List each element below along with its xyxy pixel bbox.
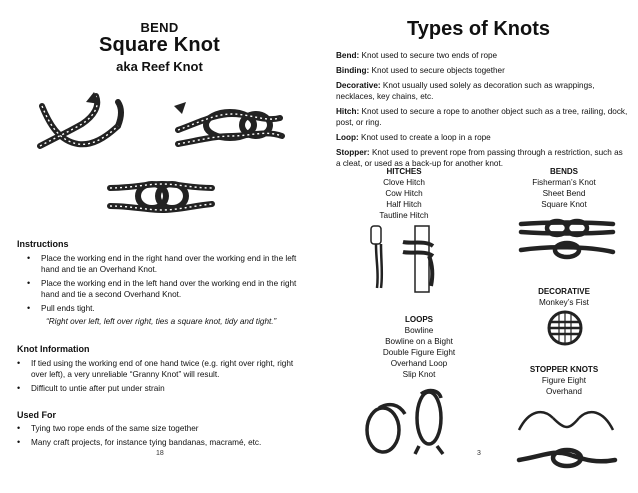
definition-hitch: Hitch: Knot used to secure a rope to another object such as a tree, railing, dock, post, or ring. [336, 107, 628, 127]
definition-decorative: Decorative: Knot usually used solely as decoration such as wrappings, necklaces, key chains, etc. [336, 81, 595, 101]
stopper-knot-item: Overhand [546, 387, 582, 396]
instruction-step: • Place the working end in the left hand over the working end in the right hand and tie a second Overhand Knot. [17, 278, 307, 300]
hitches-group [349, 166, 459, 221]
types-title: Types of Knots [407, 18, 550, 40]
hitch-item: Half Hitch [386, 200, 422, 209]
bend-illustration [517, 212, 617, 262]
square-knot-step2-illustration [170, 92, 290, 154]
used-for-list [17, 423, 307, 451]
bend-item: Square Knot [541, 200, 587, 209]
decorative-heading: DECORATIVE [538, 287, 590, 296]
bend-item: Fisherman’s Knot [532, 178, 596, 187]
bends-group [499, 166, 629, 210]
stopper-knot-item: Figure Eight [541, 376, 587, 385]
hitch-item: Cow Hitch [385, 189, 423, 198]
page-subtitle: aka Reef Knot [116, 59, 203, 74]
stopper-illustration [513, 400, 621, 474]
used-for-item: • Many craft projects, for instance tying bandanas, macramé, etc. [17, 437, 307, 448]
square-knot-step1-illustration [30, 86, 130, 161]
hitch-illustration [367, 222, 443, 294]
instructions-heading: Instructions [17, 239, 69, 249]
definition-stopper: Stopper: Knot used to prevent rope from passing through a restriction, such as a cleat, or used as a back-up for another knot. [336, 148, 623, 168]
knot-information-item: • Difficult to untie after put under strain [17, 383, 297, 394]
hitch-item: Tautline Hitch [379, 211, 429, 220]
loop-item: Bowline on a Bight [385, 337, 453, 346]
knot-information-heading: Knot Information [17, 344, 90, 354]
monkeys-fist-illustration [545, 308, 585, 348]
definitions [336, 50, 628, 173]
knot-category: BEND [140, 20, 179, 35]
bend-item: Sheet Bend [542, 189, 586, 198]
decorative-item: Monkey’s Fist [539, 298, 589, 307]
stopper-knots-group [499, 364, 629, 397]
hitch-item: Clove Hitch [383, 178, 425, 187]
loop-item: Slip Knot [402, 370, 436, 379]
definition-binding: Binding: Knot used to secure objects together [336, 66, 505, 75]
bends-heading: BENDS [549, 167, 578, 176]
loop-item: Double Figure Eight [382, 348, 456, 357]
loop-illustration [359, 384, 459, 456]
used-for-heading: Used For [17, 410, 57, 420]
page-number: 3 [477, 450, 481, 457]
instructions-list [17, 253, 307, 317]
page-number: 18 [156, 450, 164, 457]
definition-bend: Bend: Knot used to secure two ends of rope [336, 51, 498, 60]
loops-heading: LOOPS [404, 315, 433, 324]
loop-item: Bowline [404, 326, 434, 335]
used-for-item: • Tying two rope ends of the same size together [17, 423, 307, 434]
page-title: Square Knot [98, 34, 221, 56]
definition-loop: Loop: Knot used to create a loop in a rope [336, 133, 491, 142]
loop-item: Overhand Loop [390, 359, 448, 368]
hitches-heading: HITCHES [386, 167, 422, 176]
instruction-step: • Pull ends tight. [17, 303, 307, 314]
right-page [319, 0, 638, 493]
instruction-step: • Place the working end in the right hand over the working end in the left hand and tie an Overhand Knot. [17, 253, 307, 275]
square-knot-finished-illustration [106, 174, 216, 218]
knot-information-list [17, 358, 297, 397]
stopper-knots-heading: STOPPER KNOTS [529, 365, 599, 374]
mnemonic-quote: “Right over left, left over right, ties a square knot, tidy and tight.” [46, 317, 277, 326]
decorative-group [499, 286, 629, 308]
knot-information-item: • If tied using the working end of one hand twice (e.g. right over right, right over left), a very unreliable “Granny Knot” will result. [17, 358, 297, 380]
loops-group [359, 314, 479, 380]
